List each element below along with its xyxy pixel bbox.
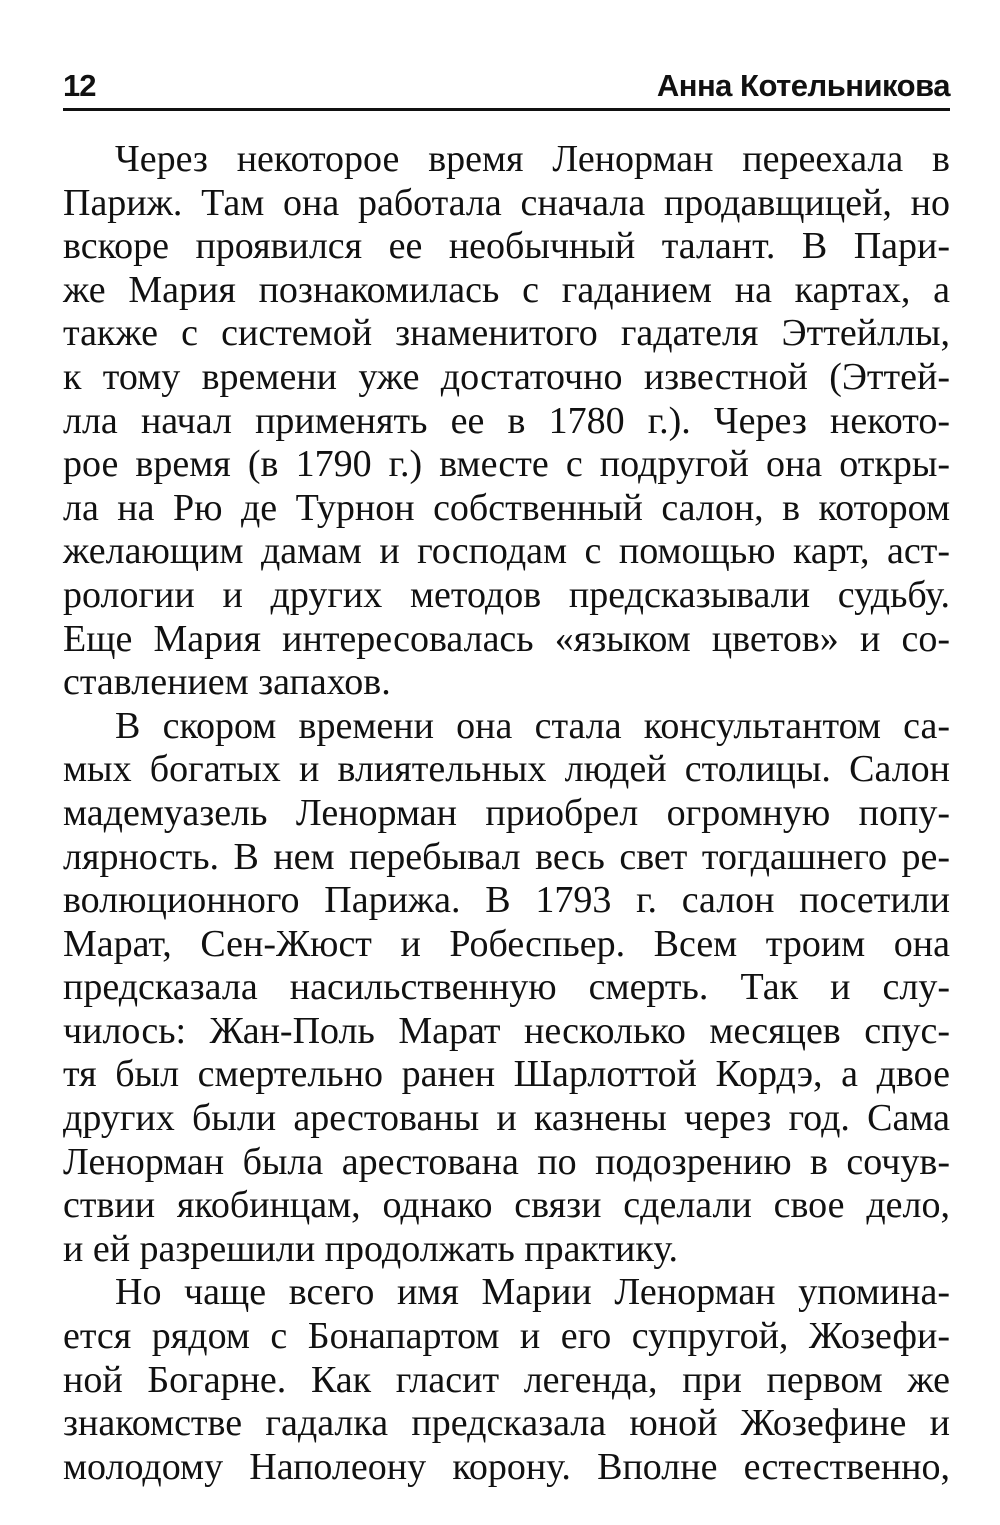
paragraph-2 xyxy=(63,705,950,1272)
text-line: других были арестованы и казнены через год. Сама xyxy=(63,1097,950,1140)
text-line: В скором времени она стала консультантом са- xyxy=(115,704,950,747)
text-line: Париж. Там она работала сначала продавщицей, но xyxy=(63,181,950,224)
text-line: молодому Наполеону корону. Вполне естественно, xyxy=(63,1445,950,1488)
text-line: мых богатых и влиятельных людей столицы. Салон xyxy=(63,748,950,791)
text-line: рологии и других методов предсказывали судьбу. xyxy=(63,573,950,616)
text-line: и ей разрешили продолжать практику. xyxy=(63,1227,679,1270)
page-header xyxy=(63,62,950,111)
text-line: Но чаще всего имя Марии Ленорман упомина- xyxy=(115,1271,950,1314)
body-text xyxy=(63,138,950,1489)
text-line: предсказала насильственную смерть. Так и слу- xyxy=(63,966,950,1009)
text-line: также с системой знаменитого гадателя Эттейллы, xyxy=(63,312,950,355)
text-line: мадемуазель Ленорман приобрел огромную попу- xyxy=(63,791,950,834)
paragraph-1 xyxy=(63,138,950,705)
text-line: желающим дамам и господам с помощью карт, аст- xyxy=(63,530,950,573)
text-line: рое время (в 1790 г.) вместе с подругой она откры- xyxy=(63,443,950,486)
text-line: ла на Рю де Турнон собственный салон, в котором xyxy=(63,486,950,529)
text-line: лла начал применять ее в 1780 г.). Через некото- xyxy=(63,399,950,442)
text-line: тя был смертельно ранен Шарлоттой Кордэ, а двое xyxy=(63,1053,950,1096)
text-line: лярность. В нем перебывал весь свет тогдашнего ре- xyxy=(63,835,950,878)
text-line: чилось: Жан-Поль Марат несколько месяцев спус- xyxy=(63,1009,950,1052)
text-line: Ленорман была арестована по подозрению в сочув- xyxy=(63,1140,950,1183)
text-line: же Мария познакомилась с гаданием на картах, а xyxy=(63,268,950,311)
text-line: к тому времени уже достаточно известной (Эттей- xyxy=(63,355,950,398)
text-line: вскоре проявился ее необычный талант. В Пари- xyxy=(63,225,950,268)
running-title: Анна Котельникова xyxy=(656,68,950,103)
text-line: волюционного Парижа. В 1793 г. салон посетили xyxy=(63,879,950,922)
text-line: Еще Мария интересовалась «языком цветов» и со- xyxy=(63,617,950,660)
text-line: Марат, Сен-Жюст и Робеспьер. Всем троим она xyxy=(63,922,950,965)
page-number: 12 xyxy=(63,68,96,103)
paragraph-3 xyxy=(63,1271,950,1489)
text-line: ставлением запахов. xyxy=(63,661,391,704)
text-line: ствии якобинцам, однако связи сделали свое дело, xyxy=(63,1184,950,1227)
text-line: знакомстве гадалка предсказала юной Жозефине и xyxy=(63,1402,950,1445)
text-line: Через некоторое время Ленорман переехала в xyxy=(115,138,950,180)
text-line: ется рядом с Бонапартом и его супругой, Жозефи- xyxy=(63,1315,950,1358)
text-line: ной Богарне. Как гласит легенда, при первом же xyxy=(63,1358,950,1401)
